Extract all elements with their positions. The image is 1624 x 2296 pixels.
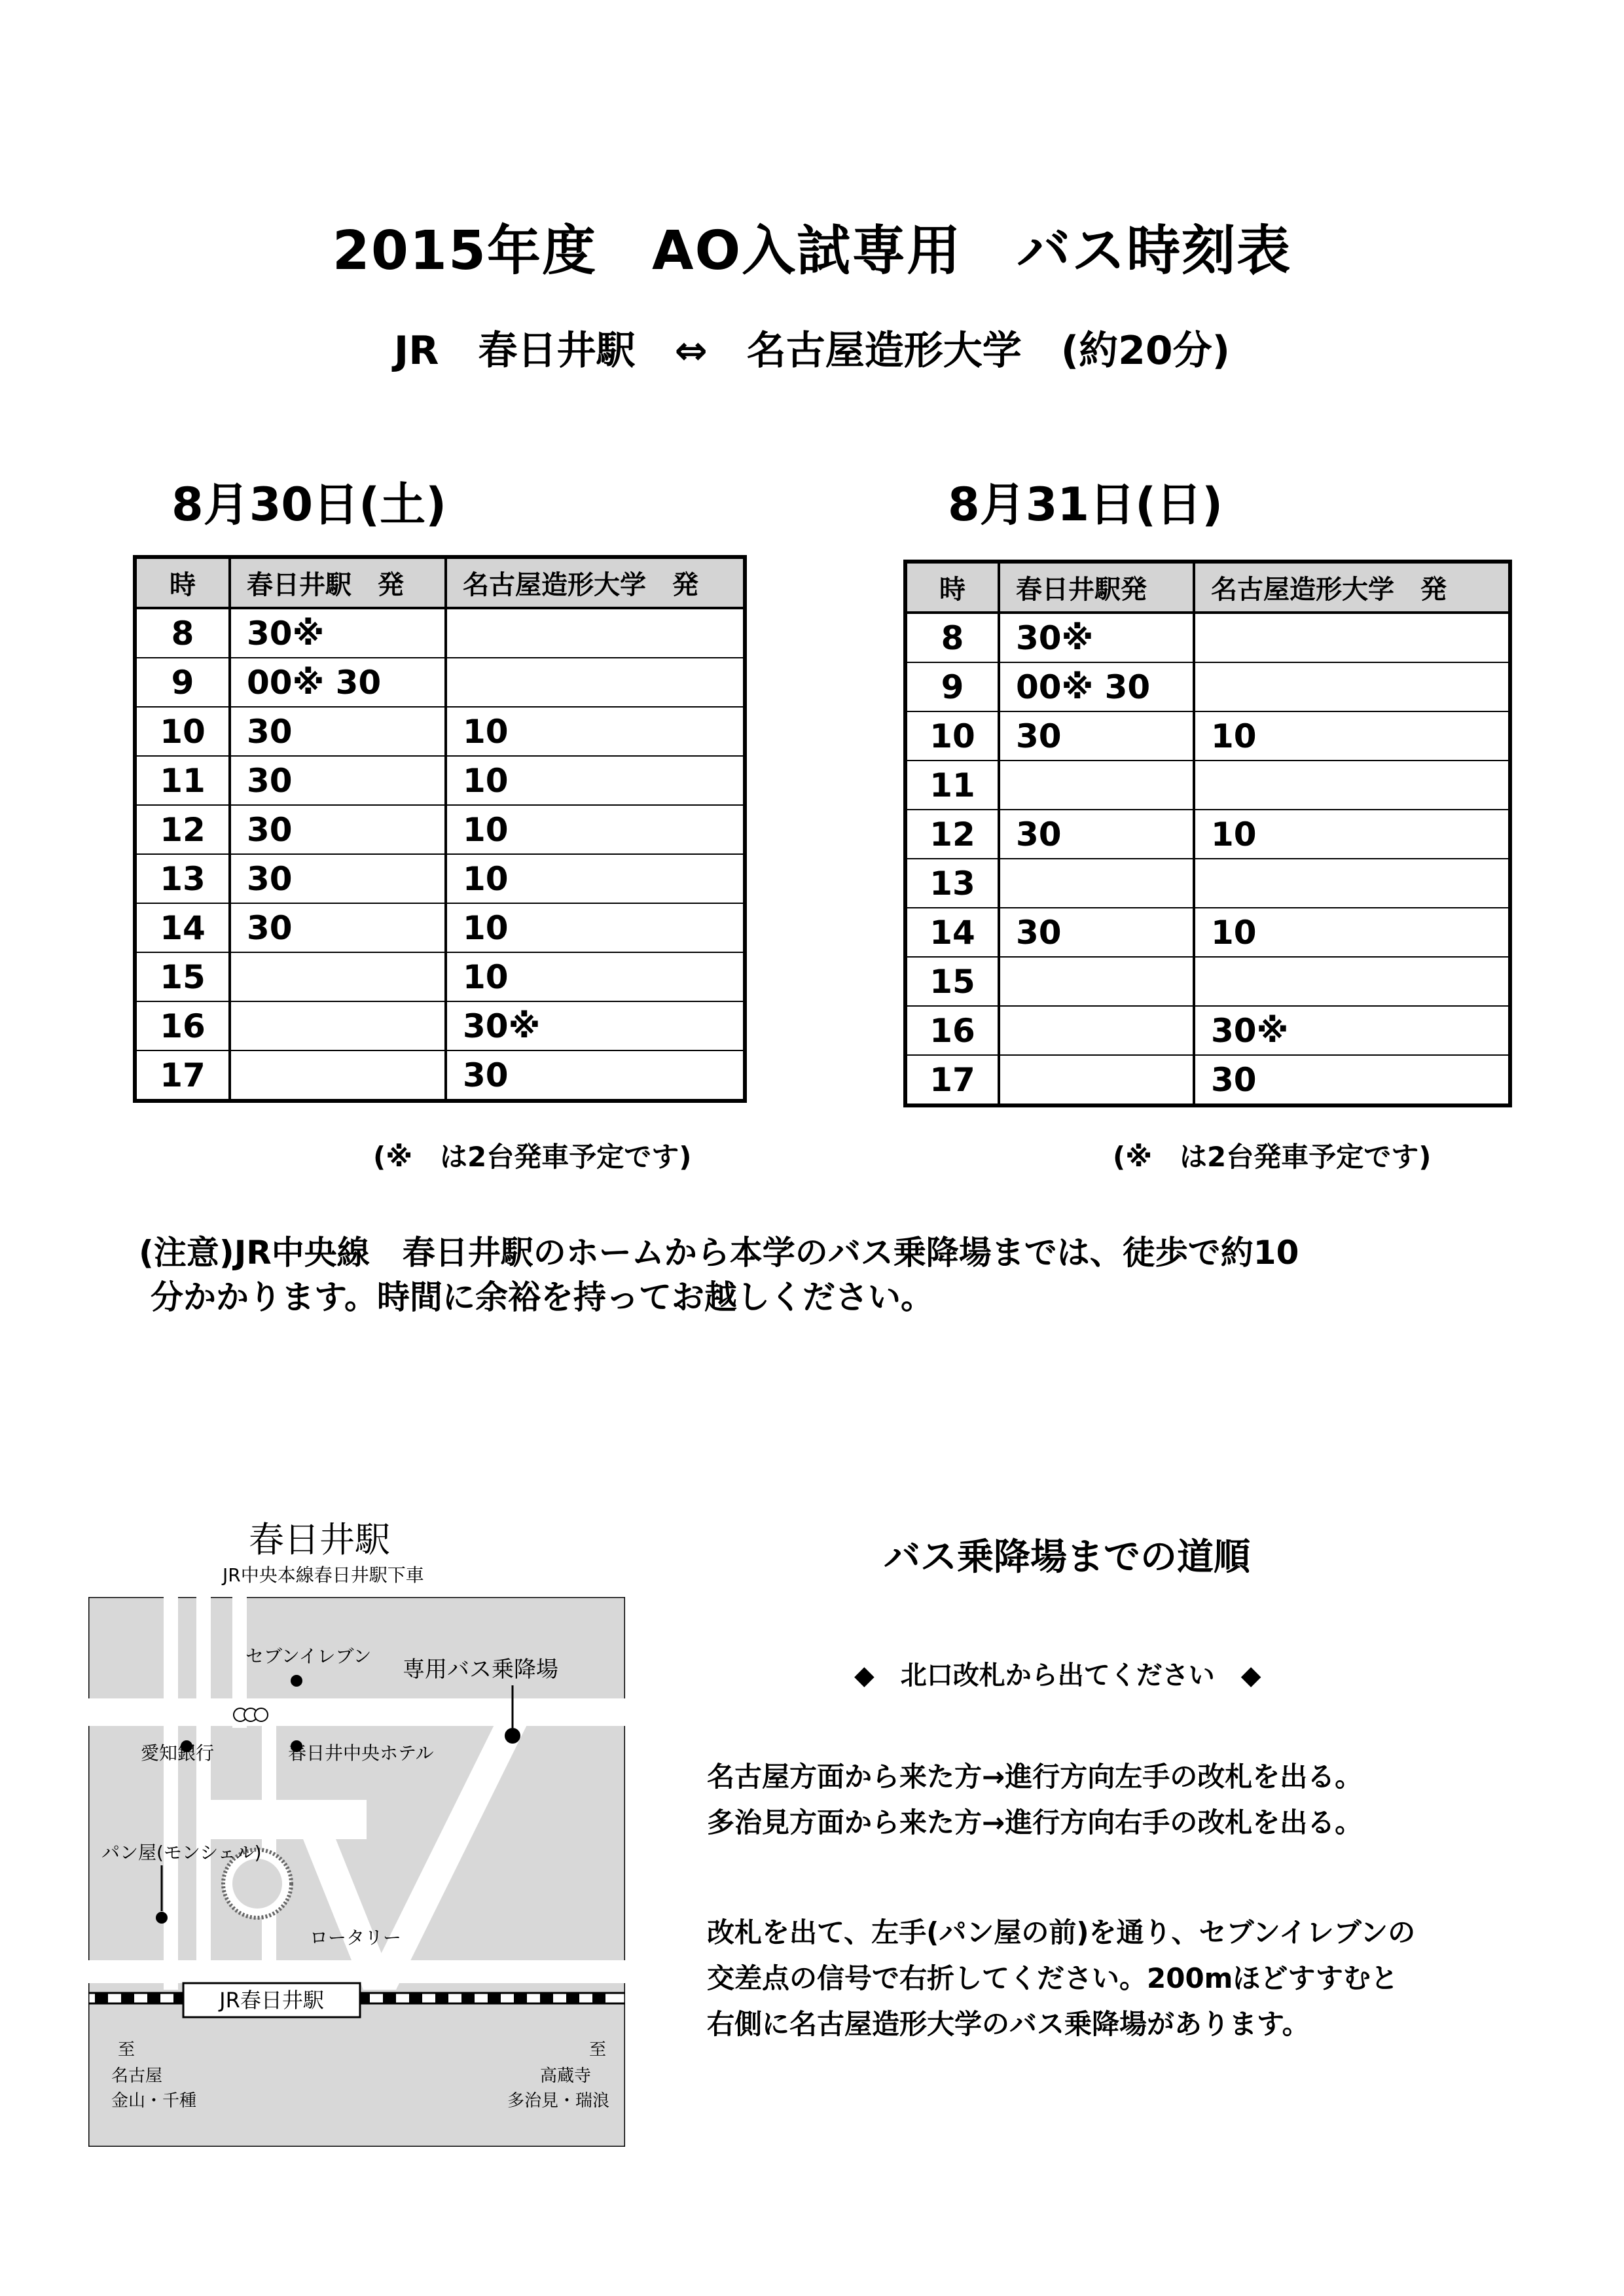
label-right-dest-1: 高蔵寺: [540, 2066, 592, 2086]
kasugai-time-cell: [999, 761, 1194, 810]
footnote-1: (※ は2台発車予定です): [373, 1141, 692, 1173]
label-right-to: 至: [589, 2040, 607, 2060]
timetable-2: [903, 560, 1512, 1107]
kasugai-depart-header: 春日井駅 発: [230, 557, 446, 608]
hour-cell: 14: [135, 903, 230, 952]
table-row: [905, 711, 1510, 761]
map-subtitle: JR中央本線春日井駅下車: [223, 1564, 424, 1586]
kasugai-time-cell: 30※: [999, 613, 1194, 662]
label-bakery: パン屋(モンシェル): [101, 1842, 262, 1863]
label-left-to: 至: [118, 2040, 135, 2060]
road-station-front: [88, 1960, 625, 1983]
kasugai-time-cell: 30: [230, 805, 446, 854]
nzu-time-cell: 10: [446, 854, 745, 903]
label-left-dest-2: 金山・千種: [111, 2091, 197, 2111]
kasugai-time-cell: 30: [999, 908, 1194, 957]
seven-eleven-marker-icon: [291, 1675, 302, 1687]
table-row: [905, 1006, 1510, 1055]
table-row: [135, 1001, 745, 1050]
nzu-depart-header: 名古屋造形大学 発: [1194, 562, 1510, 613]
hour-cell: 11: [135, 756, 230, 805]
nzu-time-cell: [1194, 662, 1510, 711]
kasugai-time-cell: [230, 1050, 446, 1101]
kasugai-time-cell: 30: [999, 810, 1194, 859]
hour-cell: 13: [905, 859, 999, 908]
table-row: [905, 859, 1510, 908]
hour-cell: 8: [905, 613, 999, 662]
hour-cell: 15: [905, 957, 999, 1006]
hour-cell: 9: [905, 662, 999, 711]
kasugai-time-cell: 30: [230, 707, 446, 756]
hour-cell: 16: [905, 1006, 999, 1055]
nzu-time-cell: [1194, 613, 1510, 662]
table-row: [135, 952, 745, 1001]
nzu-time-cell: 10: [446, 903, 745, 952]
nzu-time-cell: 30※: [1194, 1006, 1510, 1055]
hour-cell: 12: [905, 810, 999, 859]
signal-icon: [234, 1708, 268, 1721]
table-row: [905, 957, 1510, 1006]
nzu-time-cell: 10: [446, 952, 745, 1001]
table-row: [135, 1050, 745, 1101]
table-row: [905, 761, 1510, 810]
label-bank: 愛知銀行: [141, 1742, 215, 1764]
hour-cell: 17: [905, 1055, 999, 1105]
access-map: [88, 1597, 625, 2147]
caution-line-2: 分かかります。時間に余裕を持ってお越しください。: [151, 1278, 933, 1316]
kasugai-time-cell: 00※ 30: [999, 662, 1194, 711]
label-bus-stop: 専用バス乗降場: [403, 1657, 558, 1683]
label-rotary: ロータリー: [310, 1927, 402, 1948]
directions-line: 右側に名古屋造形大学のバス乗降場があります。: [707, 2008, 1310, 2040]
kasugai-time-cell: [999, 1055, 1194, 1105]
hour-cell: 17: [135, 1050, 230, 1101]
kasugai-time-cell: [999, 957, 1194, 1006]
directions-paragraph-1: [707, 1754, 1362, 1846]
table-row: [905, 662, 1510, 711]
hour-header: 時: [905, 562, 999, 613]
road-vertical-1: [164, 1597, 178, 1990]
rotary-center: [232, 1859, 282, 1909]
label-seven-eleven: セブンイレブン: [245, 1645, 372, 1667]
hour-header: 時: [135, 557, 230, 608]
table-row: [135, 854, 745, 903]
nzu-time-cell: 10: [446, 805, 745, 854]
table-header-row: [905, 562, 1510, 613]
date-heading-1: 8月30日(土): [171, 478, 447, 531]
hour-cell: 10: [135, 707, 230, 756]
nzu-time-cell: 30※: [446, 1001, 745, 1050]
table-row: [135, 658, 745, 707]
hour-cell: 13: [135, 854, 230, 903]
table-row: [905, 613, 1510, 662]
kasugai-time-cell: 00※ 30: [230, 658, 446, 707]
map-title: 春日井駅: [249, 1519, 390, 1560]
date-heading-2: 8月31日(日): [948, 478, 1223, 531]
kasugai-time-cell: 30: [999, 711, 1194, 761]
directions-line: 名古屋方面から来た方→進行方向左手の改札を出る。: [707, 1761, 1363, 1793]
road-vertical-2: [196, 1597, 211, 1990]
label-hotel: 春日井中央ホテル: [288, 1742, 434, 1764]
table-row: [135, 903, 745, 952]
page-subtitle: JR 春日井駅 ⇔ 名古屋造形大学 (約20分): [393, 328, 1231, 374]
hour-cell: 12: [135, 805, 230, 854]
table-row: [135, 707, 745, 756]
caution-line-1: (注意)JR中央線 春日井駅のホームから本学のバス乗降場までは、徒歩で約10: [139, 1234, 1299, 1272]
road-horizontal-main: [88, 1698, 625, 1726]
caution-note: [139, 1230, 1500, 1319]
nzu-time-cell: [446, 658, 745, 707]
hour-cell: 15: [135, 952, 230, 1001]
label-left-dest-1: 名古屋: [111, 2066, 163, 2086]
road-vertical-4: [262, 1726, 276, 1962]
kasugai-time-cell: 30※: [230, 608, 446, 658]
nzu-time-cell: [446, 608, 745, 658]
directions-line: 多治見方面から来た方→進行方向右手の改札を出る。: [707, 1806, 1363, 1839]
road-horizontal-mid: [196, 1800, 367, 1839]
hour-cell: 8: [135, 608, 230, 658]
bus-stop-marker-icon: [505, 1728, 520, 1744]
nzu-time-cell: 30: [446, 1050, 745, 1101]
hour-cell: 11: [905, 761, 999, 810]
kasugai-time-cell: 30: [230, 903, 446, 952]
footnote-2: (※ は2台発車予定です): [1113, 1141, 1432, 1173]
table-row: [135, 805, 745, 854]
kasugai-time-cell: 30: [230, 854, 446, 903]
directions-line: 交差点の信号で右折してください。200mほどすすむと: [707, 1962, 1398, 1994]
kasugai-time-cell: [999, 859, 1194, 908]
table-header-row: [135, 557, 745, 608]
nzu-time-cell: [1194, 761, 1510, 810]
hour-cell: 10: [905, 711, 999, 761]
nzu-time-cell: 10: [1194, 810, 1510, 859]
nzu-time-cell: 10: [446, 756, 745, 805]
timetable-1: [133, 555, 747, 1103]
kasugai-depart-header: 春日井駅発: [999, 562, 1194, 613]
table-row: [135, 608, 745, 658]
table-row: [905, 1055, 1510, 1105]
directions-line: 改札を出て、左手(パン屋の前)を通り、セブンイレブンの: [707, 1916, 1416, 1948]
directions-heading: バス乗降場までの道順: [884, 1536, 1250, 1579]
hour-cell: 9: [135, 658, 230, 707]
hour-cell: 16: [135, 1001, 230, 1050]
nzu-time-cell: 30: [1194, 1055, 1510, 1105]
nzu-time-cell: 10: [446, 707, 745, 756]
hour-cell: 14: [905, 908, 999, 957]
table-row: [905, 908, 1510, 957]
table-row: [135, 756, 745, 805]
nzu-depart-header: 名古屋造形大学 発: [446, 557, 745, 608]
nzu-time-cell: 10: [1194, 711, 1510, 761]
kasugai-time-cell: 30: [230, 756, 446, 805]
nzu-time-cell: [1194, 859, 1510, 908]
bakery-marker-icon: [156, 1912, 168, 1924]
nzu-time-cell: 10: [1194, 908, 1510, 957]
page-title: 2015年度 AO入試専用 バス時刻表: [332, 220, 1292, 282]
kasugai-time-cell: [230, 952, 446, 1001]
table-row: [905, 810, 1510, 859]
nzu-time-cell: [1194, 957, 1510, 1006]
directions-bullet: ◆ 北口改札から出てください ◆: [854, 1660, 1261, 1691]
station-label: JR春日井駅: [219, 1988, 324, 2013]
kasugai-time-cell: [999, 1006, 1194, 1055]
kasugai-time-cell: [230, 1001, 446, 1050]
directions-paragraph-2: [707, 1910, 1415, 2047]
label-right-dest-2: 多治見・瑞浪: [507, 2091, 610, 2111]
